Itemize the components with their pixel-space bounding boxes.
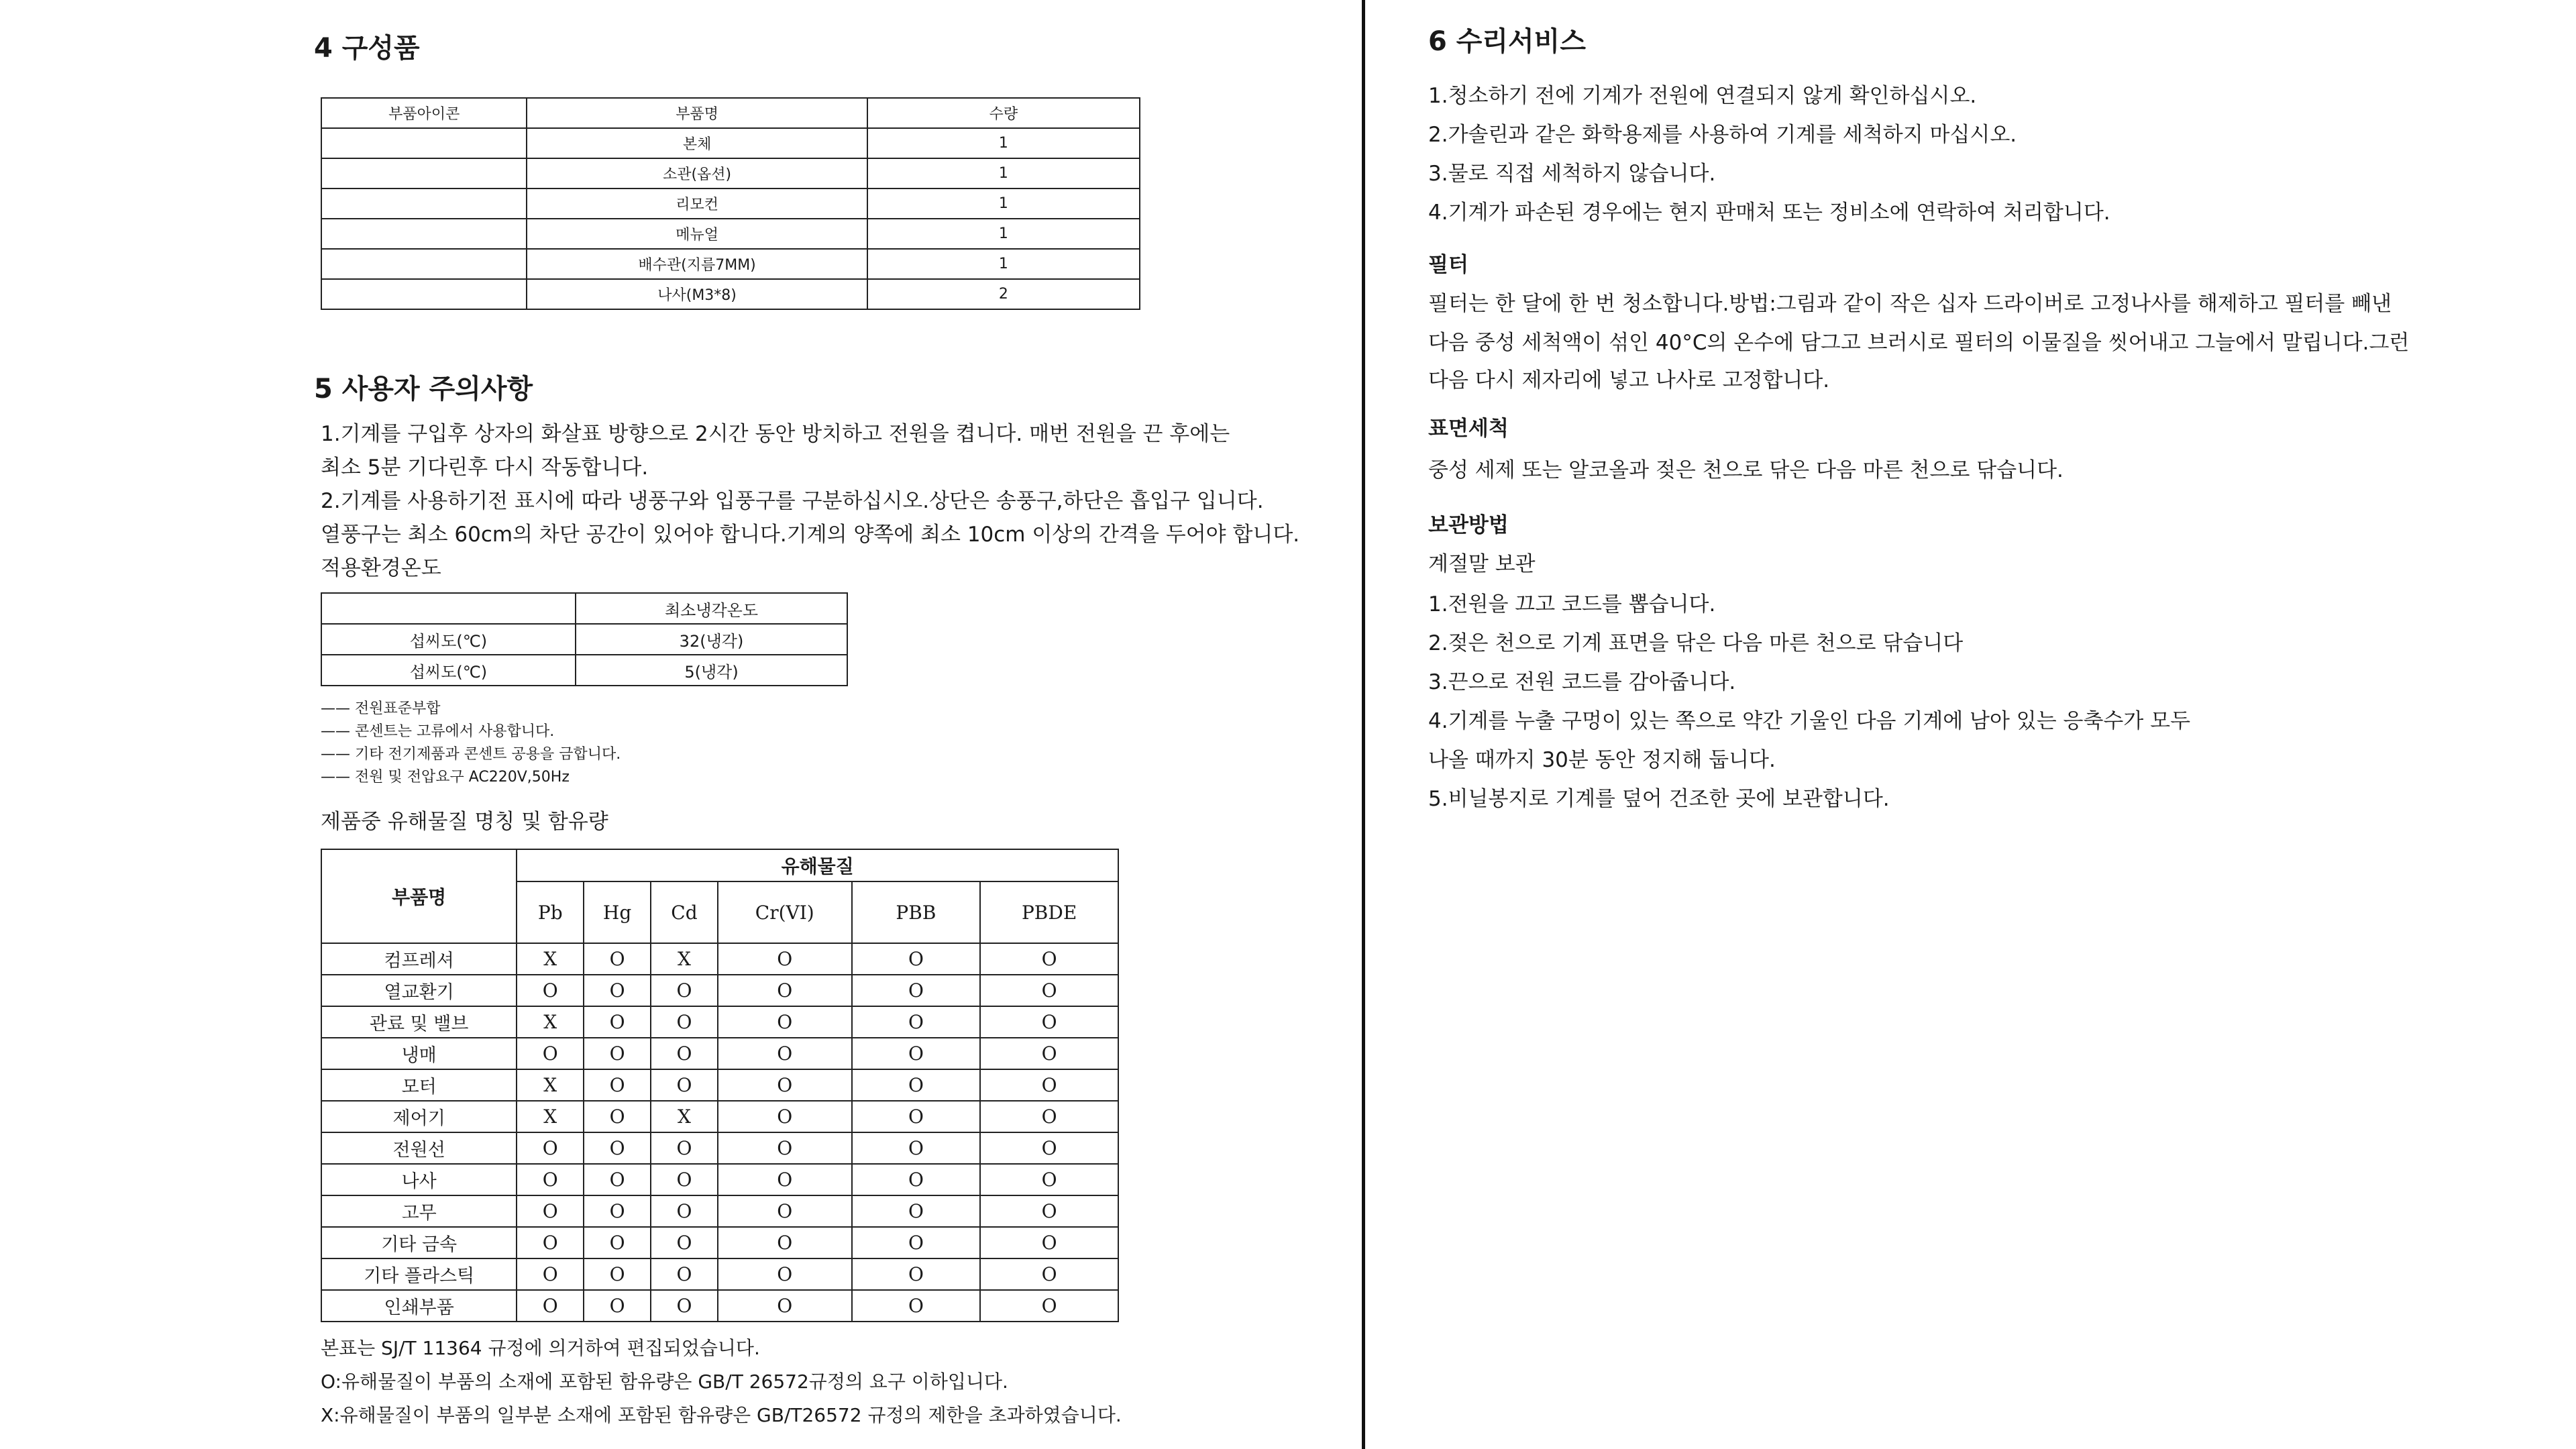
power-note: —— 전원 및 전압요구 AC220V,50Hz (321, 766, 570, 789)
hazard-mark: O (718, 1006, 852, 1038)
table-row (321, 128, 1140, 158)
part-name: 소관(옵션) (527, 158, 867, 189)
hazard-part-name: 기타 금속 (321, 1227, 517, 1258)
hazard-mark: O (517, 1258, 584, 1290)
power-note: —— 콘센트는 고류에서 사용합니다. (321, 720, 554, 743)
temperature-table (321, 592, 848, 686)
table-row (321, 1258, 1118, 1290)
parts-header-icon: 부품아이콘 (321, 98, 527, 128)
hazard-mark: X (517, 943, 584, 975)
hazard-mark: O (852, 975, 981, 1006)
power-note: —— 전원표준부합 (321, 698, 441, 720)
table-row (321, 219, 1140, 249)
caution-1-line-1: 1.기계를 구입후 상자의 화살표 방향으로 2시간 동안 방치하고 전원을 켭니다. 매번 전원을 끈 후에는 (321, 422, 1230, 446)
hazard-table-title: 제품중 유해물질 명칭 및 함유량 (321, 810, 608, 834)
hazard-mark: O (584, 1258, 651, 1290)
hazard-mark: O (718, 1038, 852, 1069)
table-row (321, 1006, 1118, 1038)
hazard-mark: O (718, 975, 852, 1006)
storage-item: 5.비닐봉지로 기계를 덮어 건조한 곳에 보관합니다. (1428, 787, 1890, 811)
hazard-mark: O (980, 1101, 1118, 1132)
hazard-mark: O (852, 943, 981, 975)
hazard-mark: O (651, 1258, 718, 1290)
hazard-mark: O (980, 943, 1118, 975)
hazard-part-header: 부품명 (321, 849, 517, 943)
table-row (321, 943, 1118, 975)
temp-header-label: 최소냉각온도 (576, 593, 847, 624)
caution-1-line-2: 최소 5분 기다린후 다시 작동합니다. (321, 455, 649, 480)
table-row (321, 975, 1118, 1006)
hazard-mark: O (852, 1038, 981, 1069)
hazard-mark: O (980, 1006, 1118, 1038)
caution-2-line-1: 2.기계를 사용하기전 표시에 따라 냉풍구와 입풍구를 구분하십시오.상단은 송풍구,하단은 흡입구 입니다. (321, 489, 1264, 513)
hazard-mark: O (651, 1164, 718, 1195)
hazard-mark: O (852, 1258, 981, 1290)
storage-subtitle: 계절말 보관 (1428, 552, 1536, 576)
hazard-mark: O (651, 1069, 718, 1101)
table-row (321, 1132, 1118, 1164)
part-qty: 2 (867, 279, 1140, 309)
hazard-mark: X (651, 1101, 718, 1132)
part-name: 메뉴얼 (527, 219, 867, 249)
hazard-mark: O (584, 1101, 651, 1132)
part-icon-cell (321, 249, 527, 279)
temp-unit: 섭씨도(℃) (321, 624, 576, 655)
parts-table (321, 97, 1140, 310)
page-divider (1362, 0, 1365, 1449)
table-row (321, 189, 1140, 219)
hazard-mark: O (980, 1164, 1118, 1195)
hazard-mark: O (651, 975, 718, 1006)
table-row (321, 655, 847, 686)
surface-text: 중성 세제 또는 알코올과 젖은 천으로 닦은 다음 마른 천으로 닦습니다. (1428, 458, 2063, 482)
table-row (321, 249, 1140, 279)
storage-item: 2.젖은 천으로 기계 표면을 닦은 다음 마른 천으로 닦습니다 (1428, 631, 1964, 655)
hazard-mark: O (517, 1038, 584, 1069)
table-row (321, 1164, 1118, 1195)
hazard-mark: O (651, 1290, 718, 1322)
part-icon-cell (321, 219, 527, 249)
hazard-mark: O (980, 1290, 1118, 1322)
storage-item: 1.전원을 끄고 코드를 뽑습니다. (1428, 592, 1716, 616)
hazard-mark: O (584, 975, 651, 1006)
hazard-mark: O (718, 1227, 852, 1258)
hazard-mark: O (852, 1164, 981, 1195)
section-5-title: 5 사용자 주의사항 (314, 374, 533, 405)
part-name: 본체 (527, 128, 867, 158)
hazard-mark: O (852, 1132, 981, 1164)
service-item: 2.가솔린과 같은 화학용제를 사용하여 기계를 세척하지 마십시오. (1428, 123, 2017, 147)
caution-2-line-2: 열풍구는 최소 60cm의 차단 공간이 있어야 합니다.기계의 양쪽에 최소 10cm 이상의 간격을 두어야 합니다. (321, 523, 1300, 547)
hazard-mark: O (517, 1227, 584, 1258)
hazard-mark: O (584, 943, 651, 975)
temp-value: 32(냉각) (576, 624, 847, 655)
hazard-mark: O (584, 1038, 651, 1069)
symbol-pbb: PBB (852, 881, 981, 943)
temp-unit: 섭씨도(℃) (321, 655, 576, 686)
hazard-part-name: 나사 (321, 1164, 517, 1195)
hazard-mark: X (651, 943, 718, 975)
hazard-mark: O (584, 1069, 651, 1101)
hazard-mark: O (980, 1227, 1118, 1258)
hazard-mark: O (584, 1195, 651, 1227)
table-row (321, 158, 1140, 189)
table-row (321, 1227, 1118, 1258)
hazard-mark: X (517, 1101, 584, 1132)
hazard-part-name: 열교환기 (321, 975, 517, 1006)
hazard-mark: O (980, 975, 1118, 1006)
hazard-part-name: 관료 및 밸브 (321, 1006, 517, 1038)
part-name: 리모컨 (527, 189, 867, 219)
hazard-mark: X (517, 1069, 584, 1101)
hazard-mark: O (718, 1101, 852, 1132)
section-4-title: 4 구성품 (314, 33, 420, 64)
hazard-mark: O (517, 1132, 584, 1164)
parts-header-name: 부품명 (527, 98, 867, 128)
table-row (321, 279, 1140, 309)
hazard-part-name: 인쇄부품 (321, 1290, 517, 1322)
hazard-mark: X (517, 1006, 584, 1038)
temp-value: 5(냉각) (576, 655, 847, 686)
hazard-mark: O (718, 1069, 852, 1101)
hazard-mark: O (852, 1227, 981, 1258)
hazard-mark: O (517, 975, 584, 1006)
hazard-mark: O (852, 1290, 981, 1322)
hazard-mark: O (718, 1195, 852, 1227)
storage-item: 3.끈으로 전원 코드를 감아줍니다. (1428, 670, 1736, 694)
temp-header-empty (321, 593, 576, 624)
hazard-table-body (321, 943, 1118, 1322)
hazard-group-header: 유해물질 (517, 849, 1118, 881)
hazard-part-name: 냉매 (321, 1038, 517, 1069)
section-6-title: 6 수리서비스 (1428, 26, 1586, 57)
part-name: 배수관(지름7MM) (527, 249, 867, 279)
hazard-mark: O (584, 1164, 651, 1195)
hazard-mark: O (852, 1195, 981, 1227)
table-row (321, 1038, 1118, 1069)
parts-header-qty: 수량 (867, 98, 1140, 128)
hazard-mark: O (718, 1132, 852, 1164)
service-item: 3.물로 직접 세척하지 않습니다. (1428, 162, 1716, 186)
right-page (1366, 0, 2576, 1449)
table-row (321, 1195, 1118, 1227)
filter-line-2: 다음 중성 세척액이 섞인 40°C의 온수에 담그고 브러시로 필터의 이물질을 씻어내고 그늘에서 말립니다.그런 (1428, 331, 2410, 355)
hazard-mark: O (980, 1132, 1118, 1164)
storage-title: 보관방법 (1428, 513, 1509, 537)
hazard-mark: O (584, 1290, 651, 1322)
hazard-mark: O (651, 1227, 718, 1258)
filter-title: 필터 (1428, 253, 1468, 277)
surface-title: 표면세척 (1428, 417, 1509, 441)
hazard-mark: O (852, 1101, 981, 1132)
hazard-mark: O (517, 1195, 584, 1227)
hazard-table (321, 849, 1119, 1322)
symbol-pbde: PBDE (980, 881, 1118, 943)
hazard-mark: O (980, 1069, 1118, 1101)
storage-item: 나올 때까지 30분 동안 정지해 둡니다. (1428, 748, 1776, 772)
hazard-part-name: 컴프레셔 (321, 943, 517, 975)
service-item: 1.청소하기 전에 기계가 전원에 연결되지 않게 확인하십시오. (1428, 84, 1977, 108)
power-note: —— 기타 전기제품과 콘센트 공용을 금합니다. (321, 743, 621, 766)
hazard-part-name: 제어기 (321, 1101, 517, 1132)
hazard-mark: O (980, 1195, 1118, 1227)
part-icon-cell (321, 128, 527, 158)
footer-note-2: O:유해물질이 부품의 소재에 포함된 함유량은 GB/T 26572규정의 요구 이하입니다. (321, 1371, 1008, 1393)
hazard-mark: O (980, 1258, 1118, 1290)
part-qty: 1 (867, 249, 1140, 279)
hazard-mark: O (718, 1290, 852, 1322)
hazard-part-name: 모터 (321, 1069, 517, 1101)
part-qty: 1 (867, 158, 1140, 189)
hazard-mark: O (584, 1006, 651, 1038)
hazard-mark: O (651, 1132, 718, 1164)
env-temp-title: 적용환경온도 (321, 556, 441, 580)
symbol-cr6: Cr(VI) (718, 881, 852, 943)
hazard-mark: O (651, 1038, 718, 1069)
symbol-pb: Pb (517, 881, 584, 943)
hazard-part-name: 기타 플라스틱 (321, 1258, 517, 1290)
hazard-mark: O (584, 1132, 651, 1164)
temp-header-row (321, 593, 847, 624)
hazard-mark: O (651, 1006, 718, 1038)
table-row (321, 1101, 1118, 1132)
part-icon-cell (321, 189, 527, 219)
footer-note-1: 본표는 SJ/T 11364 규정에 의거하여 편집되었습니다. (321, 1337, 760, 1359)
part-qty: 1 (867, 219, 1140, 249)
hazard-mark: O (852, 1069, 981, 1101)
table-row (321, 1290, 1118, 1322)
part-icon-cell (321, 279, 527, 309)
symbol-hg: Hg (584, 881, 651, 943)
table-row (321, 1069, 1118, 1101)
storage-item: 4.기계를 누출 구멍이 있는 쪽으로 약간 기울인 다음 기계에 남아 있는 응축수가 모두 (1428, 709, 2191, 733)
hazard-part-name: 고무 (321, 1195, 517, 1227)
hazard-mark: O (517, 1290, 584, 1322)
symbol-cd: Cd (651, 881, 718, 943)
filter-line-1: 필터는 한 달에 한 번 청소합니다.방법:그림과 같이 작은 십자 드라이버로 고정나사를 해제하고 필터를 빼낸 (1428, 292, 2392, 316)
hazard-mark: O (980, 1038, 1118, 1069)
parts-header-row (321, 98, 1140, 128)
footer-note-3: X:유해물질이 부품의 일부분 소재에 포함된 함유량은 GB/T26572 규정의 제한을 초과하였습니다. (321, 1404, 1122, 1426)
part-name: 나사(M3*8) (527, 279, 867, 309)
hazard-mark: O (718, 943, 852, 975)
part-qty: 1 (867, 189, 1140, 219)
hazard-mark: O (517, 1164, 584, 1195)
part-icon-cell (321, 158, 527, 189)
hazard-mark: O (651, 1195, 718, 1227)
hazard-part-name: 전원선 (321, 1132, 517, 1164)
hazard-mark: O (852, 1006, 981, 1038)
hazard-mark: O (584, 1227, 651, 1258)
part-qty: 1 (867, 128, 1140, 158)
hazard-mark: O (718, 1258, 852, 1290)
service-item: 4.기계가 파손된 경우에는 현지 판매처 또는 정비소에 연락하여 처리합니다. (1428, 201, 2110, 225)
hazard-mark: O (718, 1164, 852, 1195)
table-row (321, 624, 847, 655)
filter-line-3: 다음 다시 제자리에 넣고 나사로 고정합니다. (1428, 368, 1830, 392)
hazard-header-row (321, 849, 1118, 881)
